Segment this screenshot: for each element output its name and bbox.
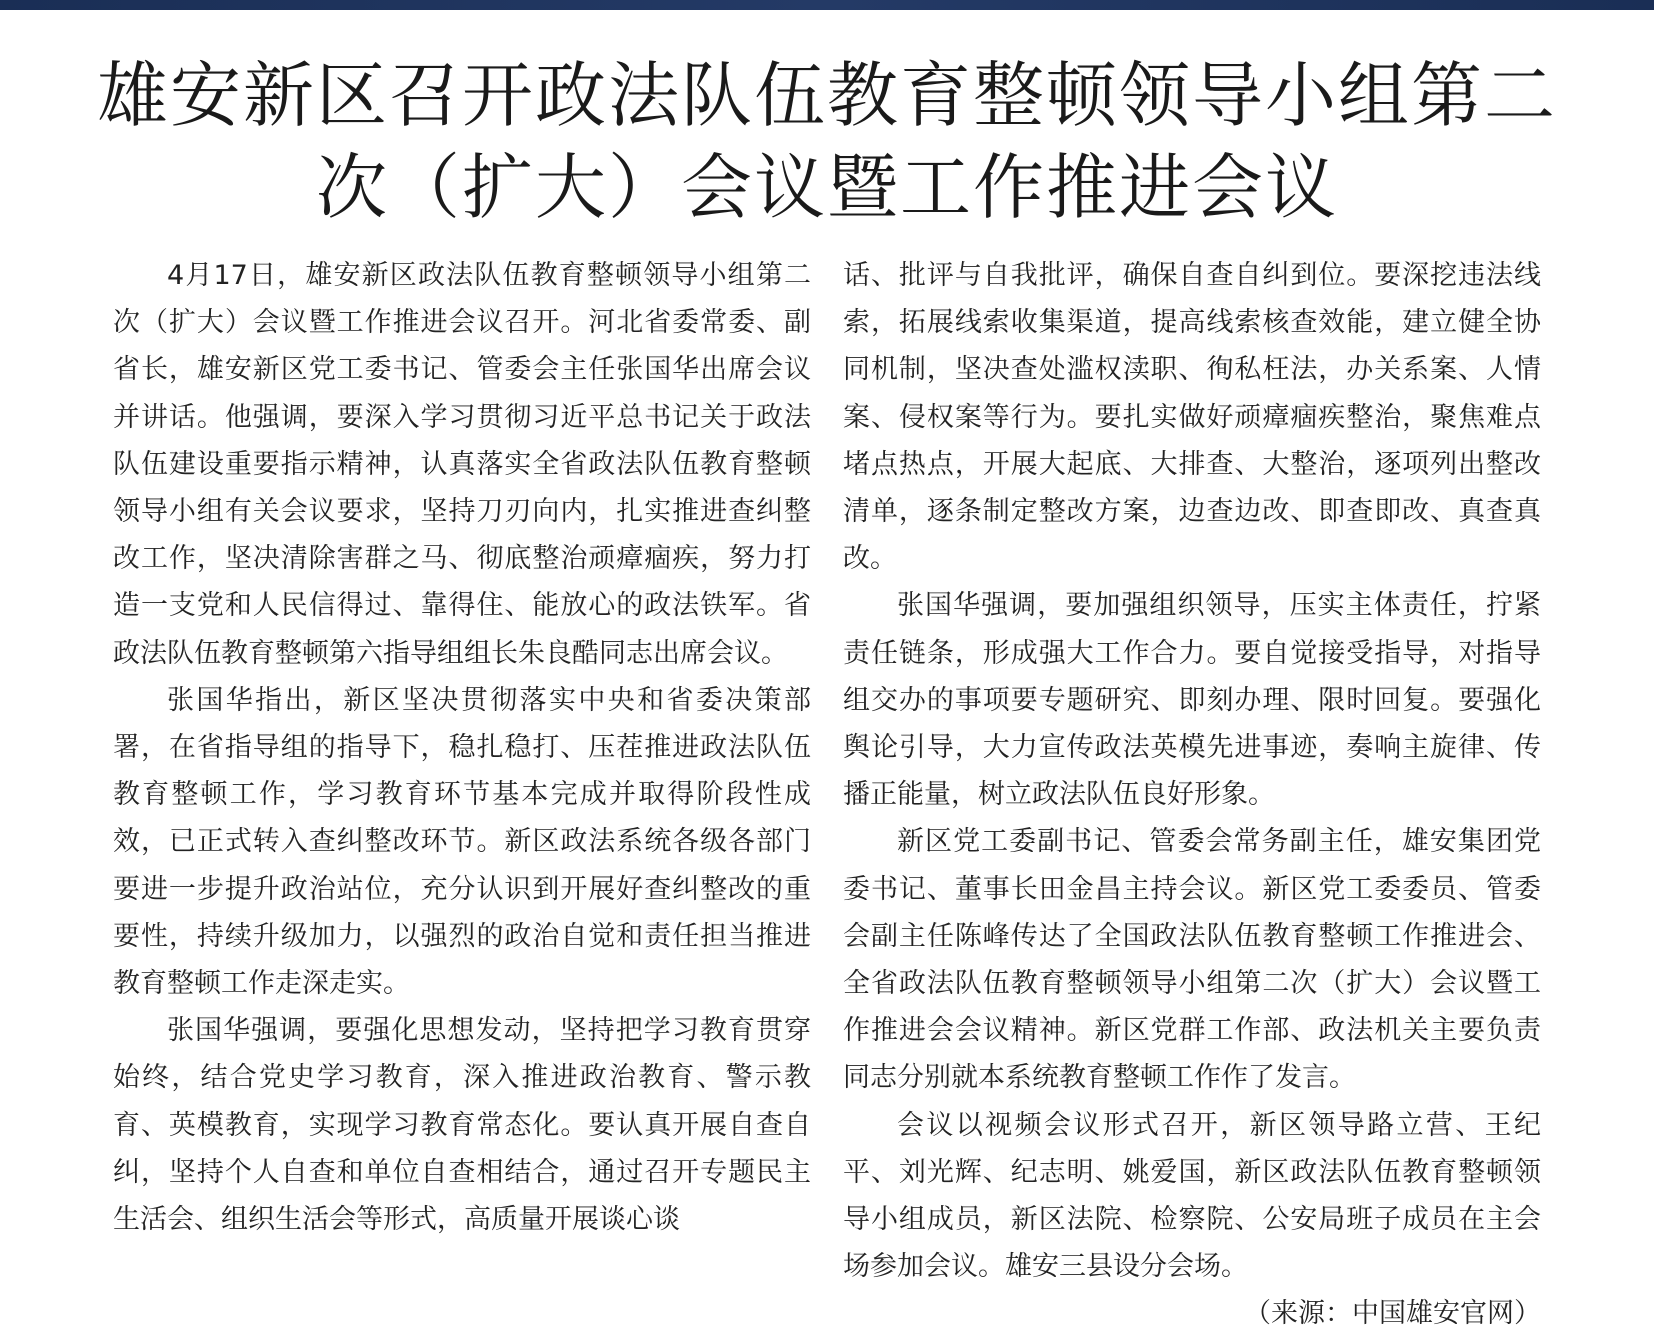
article-paragraph: 张国华强调，要强化思想发动，坚持把学习教育贯穿始终，结合党史学习教育，深入推进政治教育、警示教育、英模教育，实现学习教育常态化。要认真开展自查自纠，坚持个人自查和单位自查相结合，通过召开专题民主生活会、组织生活会等形式，高质量开展谈心谈 (113, 1015, 811, 1236)
article-paragraph-continued: 话、批评与自我批评，确保自查自纠到位。要深挖违法线索，拓展线索收集渠道，提高线索核查效能，建立健全协同机制，坚决查处滥权渎职、徇私枉法，办关系案、人情案、侵权案等行为。要扎实做好顽瘴痼疾整治，聚焦难点堵点热点，开展大起底、大排查、大整治，逐项列出整改清单，逐条制定整改方案，边查边改、即查即改、真查真改。 (843, 260, 1541, 575)
article-title: 雄安新区召开政法队伍教育整顿领导小组第二次（扩大）会议暨工作推进会议 (96, 54, 1557, 229)
source-attribution: （来源：中国雄安官网） (1244, 1298, 1541, 1330)
article-paragraph: 新区党工委副书记、管委会常务副主任，雄安集团党委书记、董事长田金昌主持会议。新区党工委委员、管委会副主任陈峰传达了全国政法队伍教育整顿工作推进会、全省政法队伍教育整顿领导小组第二次（扩大）会议暨工作推进会会议精神。新区党群工作部、政法机关主要负责同志分别就本系统教育整顿工作作了发言。 (843, 826, 1541, 1094)
article-paragraph: 会议以视频会议形式召开，新区领导路立营、王纪平、刘光辉、纪志明、姚爱国，新区政法队伍教育整顿领导小组成员，新区法院、检察院、公安局班子成员在主会场参加会议。雄安三县设分会场。 (843, 1109, 1541, 1283)
article-paragraph: 张国华指出，新区坚决贯彻落实中央和省委决策部署，在省指导组的指导下，稳扎稳打、压茬推进政法队伍教育整顿工作，学习教育环节基本完成并取得阶段性成效，已正式转入查纠整改环节。新区政法系统各级各部门要进一步提升政治站位，充分认识到开展好查纠整改的重要性，持续升级加力，以强烈的政治自觉和责任担当推进教育整顿工作走深走实。 (113, 684, 811, 1000)
article-paragraph: 张国华强调，要加强组织领导，压实主体责任，拧紧责任链条，形成强大工作合力。要自觉接受指导，对指导组交办的事项要专题研究、即刻办理、限时回复。要强化舆论引导，大力宣传政法英模先进事迹，奏响主旋律、传播正能量，树立政法队伍良好形象。 (843, 590, 1541, 811)
article-body (113, 252, 1541, 1330)
top-decorative-band (0, 0, 1654, 10)
left-column (113, 252, 811, 1312)
right-column (843, 252, 1541, 1330)
article-paragraph: 4月17日，雄安新区政法队伍教育整顿领导小组第二次（扩大）会议暨工作推进会议召开。河北省委常委、副省长，雄安新区党工委书记、管委会主任张国华出席会议并讲话。他强调，要深入学习贯彻习近平总书记关于政法队伍建设重要指示精神，认真落实全省政法队伍教育整顿领导小组有关会议要求，坚持刀刃向内，扎实推进查纠整改工作，坚决清除害群之马、彻底整治顽瘴痼疾，努力打造一支党和人民信得过、靠得住、能放心的政法铁军。省政法队伍教育整顿第六指导组组长朱良酷同志出席会议。 (113, 260, 811, 669)
